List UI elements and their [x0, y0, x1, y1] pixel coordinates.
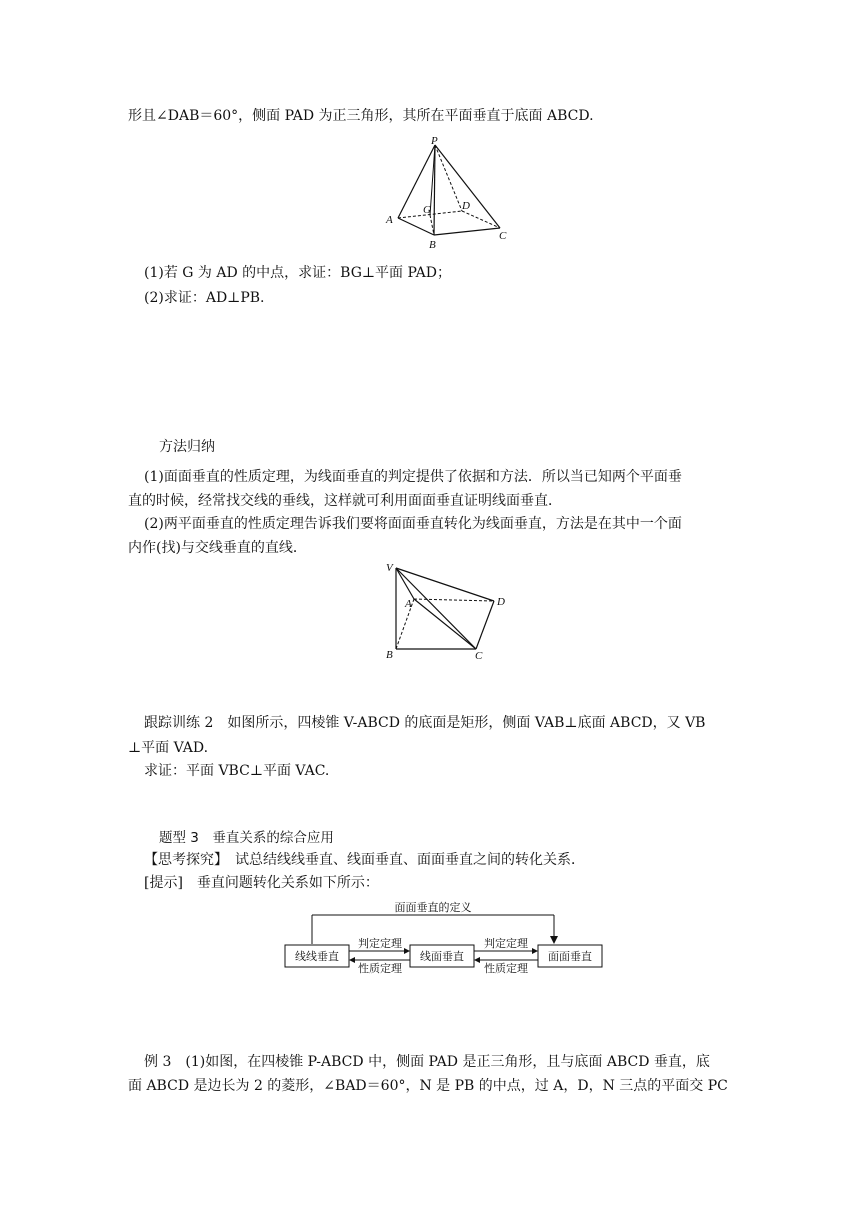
- flow-top-label: 面面垂直的定义: [394, 901, 472, 914]
- label-G: G: [423, 204, 431, 216]
- pyramid-figure-1: [380, 135, 520, 250]
- pyramid-figure-2: [380, 558, 515, 663]
- label-C: C: [499, 230, 507, 242]
- exercise-line3: 求证：平面 VBC⊥平面 VAC.: [144, 763, 330, 779]
- example-line1: 例 3 (1)如图，在四棱锥 P-ABCD 中，侧面 PAD 是正三角形，且与底面 ABCD 垂直，底: [144, 1054, 710, 1070]
- question-2: (2)求证：AD⊥PB.: [144, 290, 265, 306]
- label-B: B: [386, 649, 393, 661]
- topic-explore: 【思考探究】 试总结线线垂直、线面垂直、面面垂直之间的转化关系．: [144, 852, 585, 868]
- method-p1-line2: 直的时候，经常找交线的垂线，这样就可利用面面垂直证明线面垂直．: [128, 493, 562, 509]
- flow-box-1: 线线垂直: [295, 950, 339, 963]
- exercise-line2: ⊥平面 VAD.: [128, 740, 209, 756]
- example-line2: 面 ABCD 是边长为 2 的菱形，∠BAD＝60°，N 是 PB 的中点，过 A，D，N 三点的平面交 PC: [128, 1078, 728, 1094]
- flow-arrow2-bottom: 性质定理: [484, 962, 528, 975]
- label-C: C: [475, 650, 483, 662]
- label-V: V: [386, 562, 393, 574]
- flow-box-3: 面面垂直: [548, 950, 592, 963]
- method-p2-line1: (2)两平面垂直的性质定理告诉我们要将面面垂直转化为线面垂直，方法是在其中一个面: [144, 516, 682, 532]
- flow-arrow1-bottom: 性质定理: [358, 962, 402, 975]
- flow-arrow2-top: 判定定理: [484, 937, 528, 950]
- flow-box-2: 线面垂直: [420, 950, 464, 963]
- method-title: 方法归纳: [159, 439, 215, 455]
- question-1: (1)若 G 为 AD 的中点，求证：BG⊥平面 PAD；: [144, 265, 451, 281]
- topic-title: 题型 3 垂直关系的综合应用: [159, 830, 334, 846]
- label-D: D: [462, 200, 470, 212]
- label-A: A: [405, 598, 412, 610]
- exercise-line1: 跟踪训练 2 如图所示，四棱锥 V-ABCD 的底面是矩形，侧面 VAB⊥底面 ABCD，又 VB: [144, 715, 706, 731]
- intro-line: 形且∠DAB＝60°，侧面 PAD 为正三角形，其所在平面垂直于底面 ABCD.: [128, 108, 594, 124]
- label-B: B: [429, 239, 436, 250]
- label-P: P: [431, 135, 438, 147]
- topic-hint: [提示] 垂直问题转化关系如下所示：: [144, 875, 379, 891]
- method-p2-line2: 内作(找)与交线垂直的直线．: [128, 540, 307, 556]
- label-D: D: [497, 596, 505, 608]
- perpendicular-flowchart: [280, 898, 610, 978]
- method-p1-line1: (1)面面垂直的性质定理，为线面垂直的判定提供了依据和方法．所以当已知两个平面垂: [144, 469, 682, 485]
- flow-arrow1-top: 判定定理: [358, 937, 402, 950]
- label-A: A: [386, 214, 393, 226]
